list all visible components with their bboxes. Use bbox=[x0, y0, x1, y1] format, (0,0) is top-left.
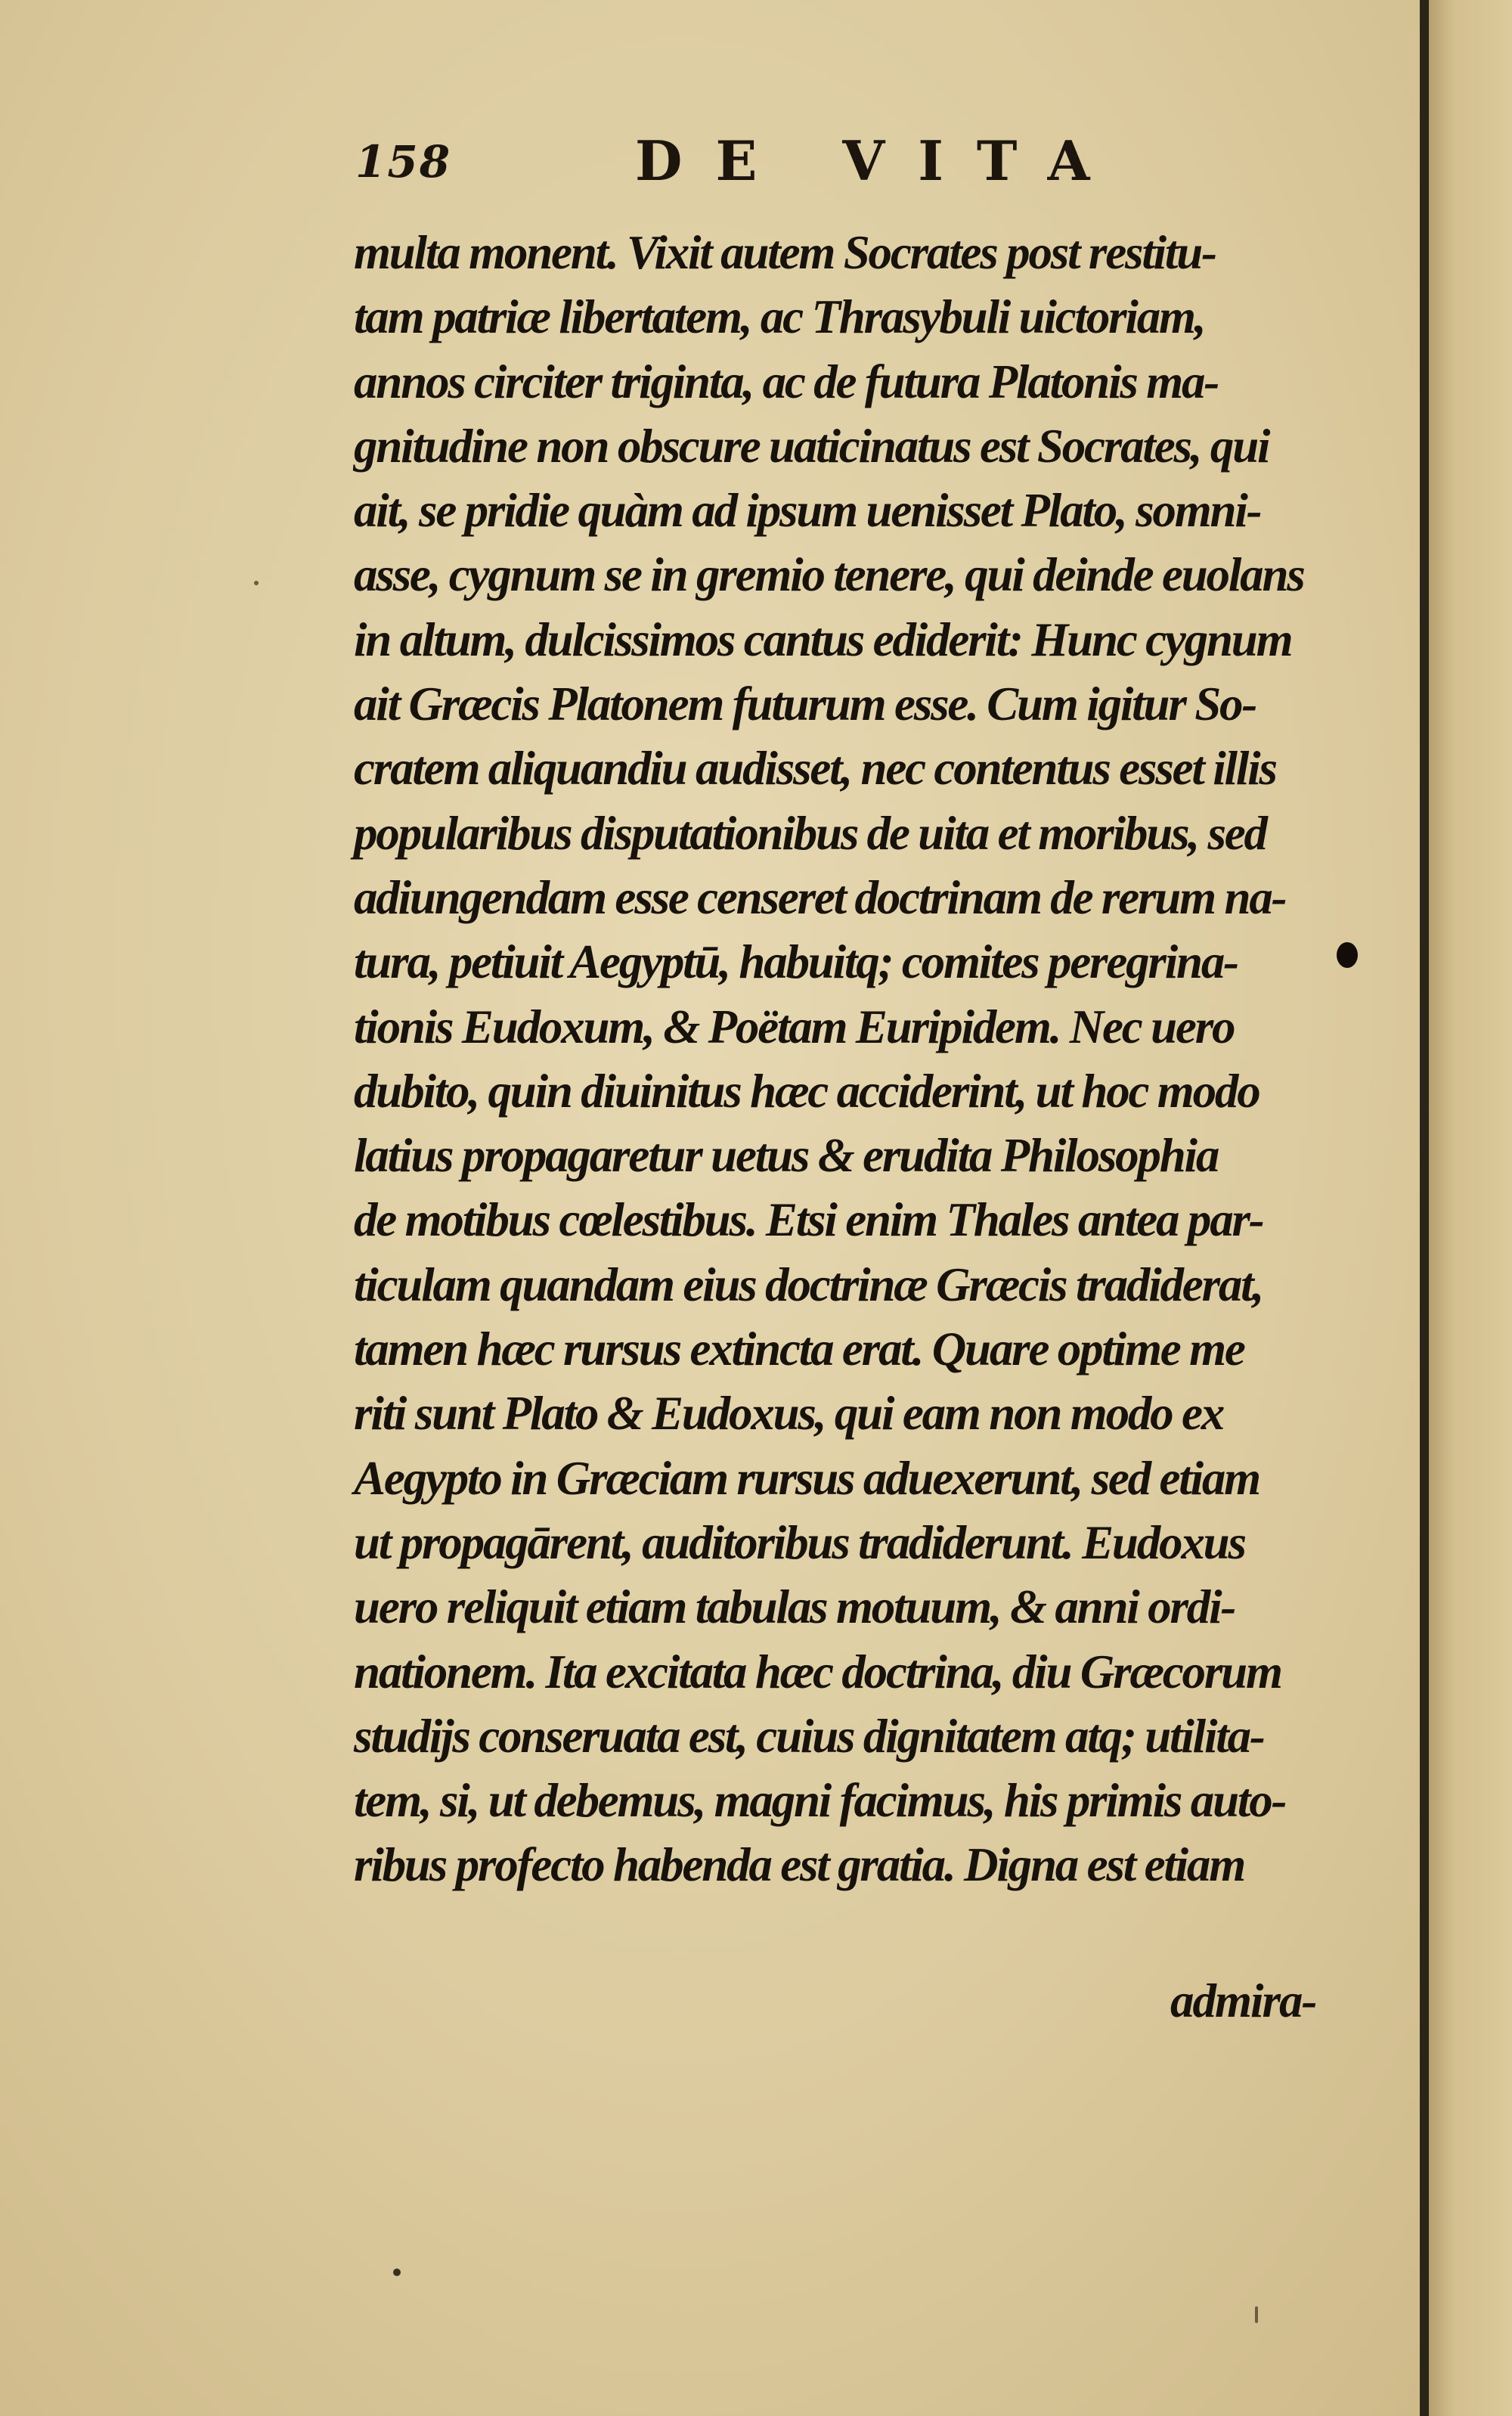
text-line: gnitudine non obscure uaticinatus est Socrates, qui bbox=[354, 419, 1269, 473]
page-header bbox=[355, 129, 1338, 204]
binding-shadow bbox=[1420, 0, 1429, 2416]
catchword: admira- bbox=[1170, 1974, 1316, 2027]
text-line: ait Græcis Platonem futurum esse. Cum igitur So- bbox=[354, 678, 1256, 731]
text-line: dubito, quin diuinitus hæc acciderint, ut hoc modo bbox=[354, 1064, 1259, 1118]
text-line: de motibus cœlestibus. Etsi enim Thales antea par- bbox=[354, 1193, 1263, 1247]
paper-speck bbox=[393, 2269, 401, 2276]
text-line: ait, se pridie quàm ad ipsum uenisset Plato, somni- bbox=[354, 484, 1261, 538]
text-line: multa monent. Vixit autem Socrates post restitu- bbox=[354, 226, 1216, 279]
text-line: tura, petiuit Aegyptū, habuitq; comites peregrina- bbox=[354, 935, 1238, 989]
text-line: in altum, dulcissimos cantus ediderit: Hunc cygnum bbox=[354, 613, 1292, 666]
text-line: popularibus disputationibus de uita et moribus, sed bbox=[354, 806, 1266, 860]
text-line: latius propagaretur uetus & erudita Philosophia bbox=[354, 1129, 1219, 1183]
text-line: tamen hæc rursus extincta erat. Quare optime me bbox=[354, 1323, 1244, 1376]
text-line: studijs conseruata est, cuius dignitatem atq; utilita- bbox=[354, 1709, 1264, 1763]
text-line: uero reliquit etiam tabulas motuum, & anni ordi- bbox=[354, 1580, 1235, 1634]
page-edge bbox=[1429, 0, 1512, 2416]
text-line: Aegypto in Græciam rursus aduexerunt, sed etiam bbox=[354, 1451, 1259, 1505]
text-line: ut propagārent, auditoribus tradiderunt. Eudoxus bbox=[354, 1515, 1245, 1569]
text-line: asse, cygnum se in gremio tenere, qui deinde euolans bbox=[354, 548, 1304, 602]
text-line: riti sunt Plato & Eudoxus, qui eam non modo ex bbox=[354, 1387, 1224, 1441]
text-line: ticulam quandam eius doctrinæ Græcis tradiderat, bbox=[354, 1258, 1263, 1311]
paper-speck bbox=[254, 581, 259, 585]
text-line: tem, si, ut debemus, magni facimus, his primis auto- bbox=[354, 1774, 1286, 1828]
running-head: DE VITA bbox=[635, 129, 1123, 193]
text-line: ribus profecto habenda est gratia. Digna est etiam bbox=[354, 1838, 1245, 1892]
text-line: annos circiter triginta, ac de futura Platonis ma- bbox=[354, 355, 1219, 408]
text-line: cratem aliquandiu audisset, nec contentus esset illis bbox=[354, 742, 1276, 796]
text-line: nationem. Ita excitata hæc doctrina, diu Græcorum bbox=[354, 1645, 1281, 1698]
text-line: tionis Eudoxum, & Poëtam Euripidem. Nec uero bbox=[354, 1000, 1235, 1053]
text-line: adiungendam esse censeret doctrinam de rerum na- bbox=[354, 870, 1286, 924]
page-number: 158 bbox=[355, 136, 452, 188]
text-line: tam patriæ libertatem, ac Thrasybuli uictoriam, bbox=[354, 290, 1205, 344]
ink-blot bbox=[1337, 942, 1358, 968]
paper-speck bbox=[1255, 2306, 1258, 2323]
body-text bbox=[354, 221, 1337, 1898]
